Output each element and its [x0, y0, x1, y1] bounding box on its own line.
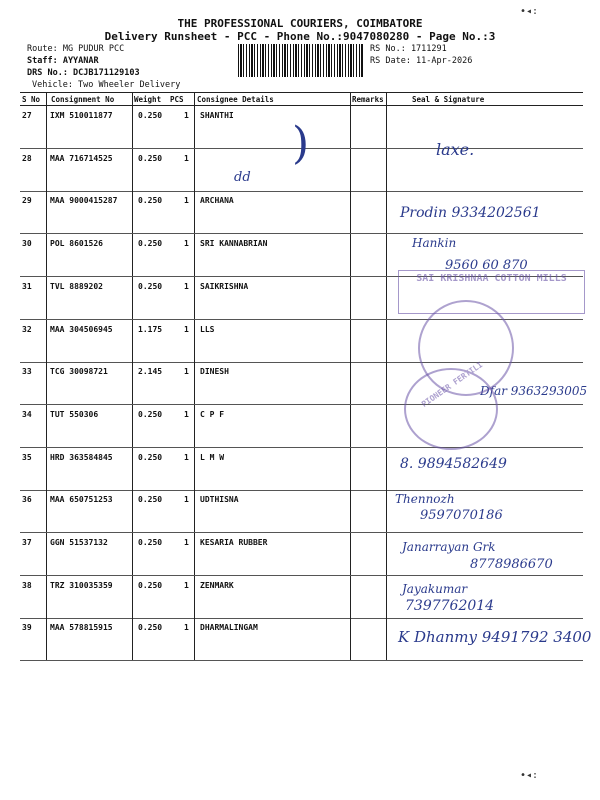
cell-weight: 2.145	[138, 367, 163, 377]
cell-sno: 32	[22, 324, 32, 334]
cell-pcs: 1	[184, 367, 189, 377]
signature-r38a: Jayakumar	[402, 582, 468, 596]
signature-r37b: 8778986670	[470, 557, 553, 572]
cell-sno: 33	[22, 367, 32, 377]
cell-weight: 1.175	[138, 324, 163, 334]
signature-r35: 8. 9894582649	[400, 456, 507, 472]
pioneer-stamp	[404, 360, 498, 450]
rs-number: RS No.: 1711291	[370, 44, 447, 54]
cell-consignment: TCG 30098721	[50, 367, 108, 377]
company-title: THE PROFESSIONAL COURIERS, COIMBATORE	[177, 17, 423, 30]
signature-r38b: 7397762014	[405, 598, 495, 614]
signature-r30a: Hankin	[412, 236, 457, 250]
col-pcs: PCS	[170, 95, 184, 104]
cell-consignment: TVL 8889202	[50, 281, 103, 291]
cell-consignee: C P F	[200, 409, 225, 419]
cell-pcs: 1	[184, 580, 189, 590]
cell-consignment: TUT 550306	[50, 409, 99, 419]
cell-weight: 0.250	[138, 111, 163, 120]
cell-pcs: 1	[184, 239, 189, 249]
cell-consignment: MAA 304506945	[50, 324, 113, 334]
cell-consignment: TRZ 310035359	[50, 580, 113, 590]
col-sno: S No	[22, 95, 41, 104]
drs-number: DRS No.: DCJB171129103	[27, 68, 140, 78]
cell-consignment: MAA 578815915	[50, 623, 113, 633]
cell-sno: 31	[22, 281, 32, 291]
cell-sno: 39	[22, 623, 32, 633]
cell-weight: 0.250	[138, 153, 163, 163]
cell-sno: 27	[22, 111, 32, 120]
cell-consignee: ARCHANA	[200, 196, 234, 206]
col-consignee: Consignee Details	[197, 95, 274, 104]
signature-r28: laxe.	[436, 140, 475, 159]
cell-consignment: GGN 51537132	[50, 538, 108, 547]
table-row	[20, 405, 583, 448]
col-remarks: Remarks	[352, 95, 384, 104]
cell-consignee: LLS	[200, 324, 215, 334]
staff-text: Staff: AYYANAR	[27, 56, 99, 66]
cell-sno: 36	[22, 495, 32, 505]
col-consignment: Consignment No	[51, 95, 115, 104]
stamp-pioneer-text: PIONEER FERTILI	[419, 360, 485, 409]
cell-pcs: 1	[184, 324, 189, 334]
signature-r33: Dfar 9363293005	[480, 384, 588, 398]
cell-weight: 0.250	[138, 239, 163, 249]
vehicle-text: Vehicle: Two Wheeler Delivery	[32, 80, 181, 90]
signature-r29: Prodin 9334202561	[400, 205, 541, 221]
cell-weight: 0.250	[138, 409, 163, 419]
cell-pcs: 1	[184, 409, 189, 419]
barcode	[238, 44, 364, 77]
cell-weight: 0.250	[138, 281, 163, 291]
signature-r36b: 9597070186	[420, 508, 503, 523]
cell-pcs: 1	[184, 452, 189, 462]
corner-mark: •◂:	[520, 6, 539, 17]
col-weight: Weight	[134, 95, 162, 104]
cell-pcs: 1	[184, 495, 189, 505]
cell-consignee: UDTHISNA	[200, 495, 239, 505]
cell-weight: 0.250	[138, 196, 163, 206]
cell-sno: 35	[22, 452, 32, 462]
cell-weight: 0.250	[138, 623, 163, 633]
cell-pcs: 1	[184, 111, 189, 120]
cell-pcs: 1	[184, 196, 189, 206]
cell-consignee: KESARIA RUBBER	[200, 538, 268, 547]
route-text: Route: MG PUDUR PCC	[27, 44, 125, 54]
cell-weight: 0.250	[138, 538, 163, 547]
cell-consignment: IXM 510011877	[50, 111, 113, 120]
cell-sno: 38	[22, 580, 32, 590]
cell-weight: 0.250	[138, 452, 163, 462]
cell-pcs: 1	[184, 538, 189, 547]
cell-consignee: DHARMALINGAM	[200, 623, 258, 633]
signature-r30b: 9560 60 870	[445, 258, 528, 273]
cell-consignment: HRD 363584845	[50, 452, 113, 462]
cell-sno: 37	[22, 538, 32, 547]
corner-mark: •◂:	[520, 770, 539, 781]
col-seal: Seal & Signature	[412, 95, 485, 104]
table-header	[20, 93, 583, 106]
cell-pcs: 1	[184, 153, 189, 163]
cell-pcs: 1	[184, 623, 189, 633]
cell-consignment: POL 8601526	[50, 239, 103, 249]
cell-sno: 28	[22, 153, 32, 163]
cell-consignee: SHANTHI	[200, 111, 234, 120]
cell-sno: 30	[22, 239, 32, 249]
cell-consignment: MAA 9000415287	[50, 196, 118, 206]
table-row	[20, 576, 583, 619]
stamp-cotton-text: SAI KRISHNAA COTTON MILLS	[416, 273, 567, 284]
initial-mark: dd	[234, 170, 251, 185]
signature-r36a: Thennozh	[395, 492, 455, 506]
cell-pcs: 1	[184, 281, 189, 291]
cell-weight: 0.250	[138, 495, 163, 505]
rs-date: RS Date: 11-Apr-2026	[370, 56, 473, 66]
cell-weight: 0.250	[138, 580, 163, 590]
cell-consignment: MAA 650751253	[50, 495, 113, 505]
cell-sno: 34	[22, 409, 32, 419]
cell-sno: 29	[22, 196, 32, 206]
runsheet-subtitle: Delivery Runsheet - PCC - Phone No.:9047080280 - Page No.:3	[104, 30, 496, 43]
signature-r39: K Dhanmy 9491792 3400	[398, 628, 592, 646]
bracket-mark: )	[292, 118, 310, 169]
cell-consignee: ZENMARK	[200, 580, 234, 590]
cell-consignee: SAIKRISHNA	[200, 281, 249, 291]
cell-consignee: DINESH	[200, 367, 229, 377]
cell-consignee: SRI KANNABRIAN	[200, 239, 268, 249]
cell-consignee: L M W	[200, 452, 225, 462]
cell-consignment: MAA 716714525	[50, 153, 113, 163]
signature-r37a: Janarrayan Grk	[402, 540, 496, 554]
